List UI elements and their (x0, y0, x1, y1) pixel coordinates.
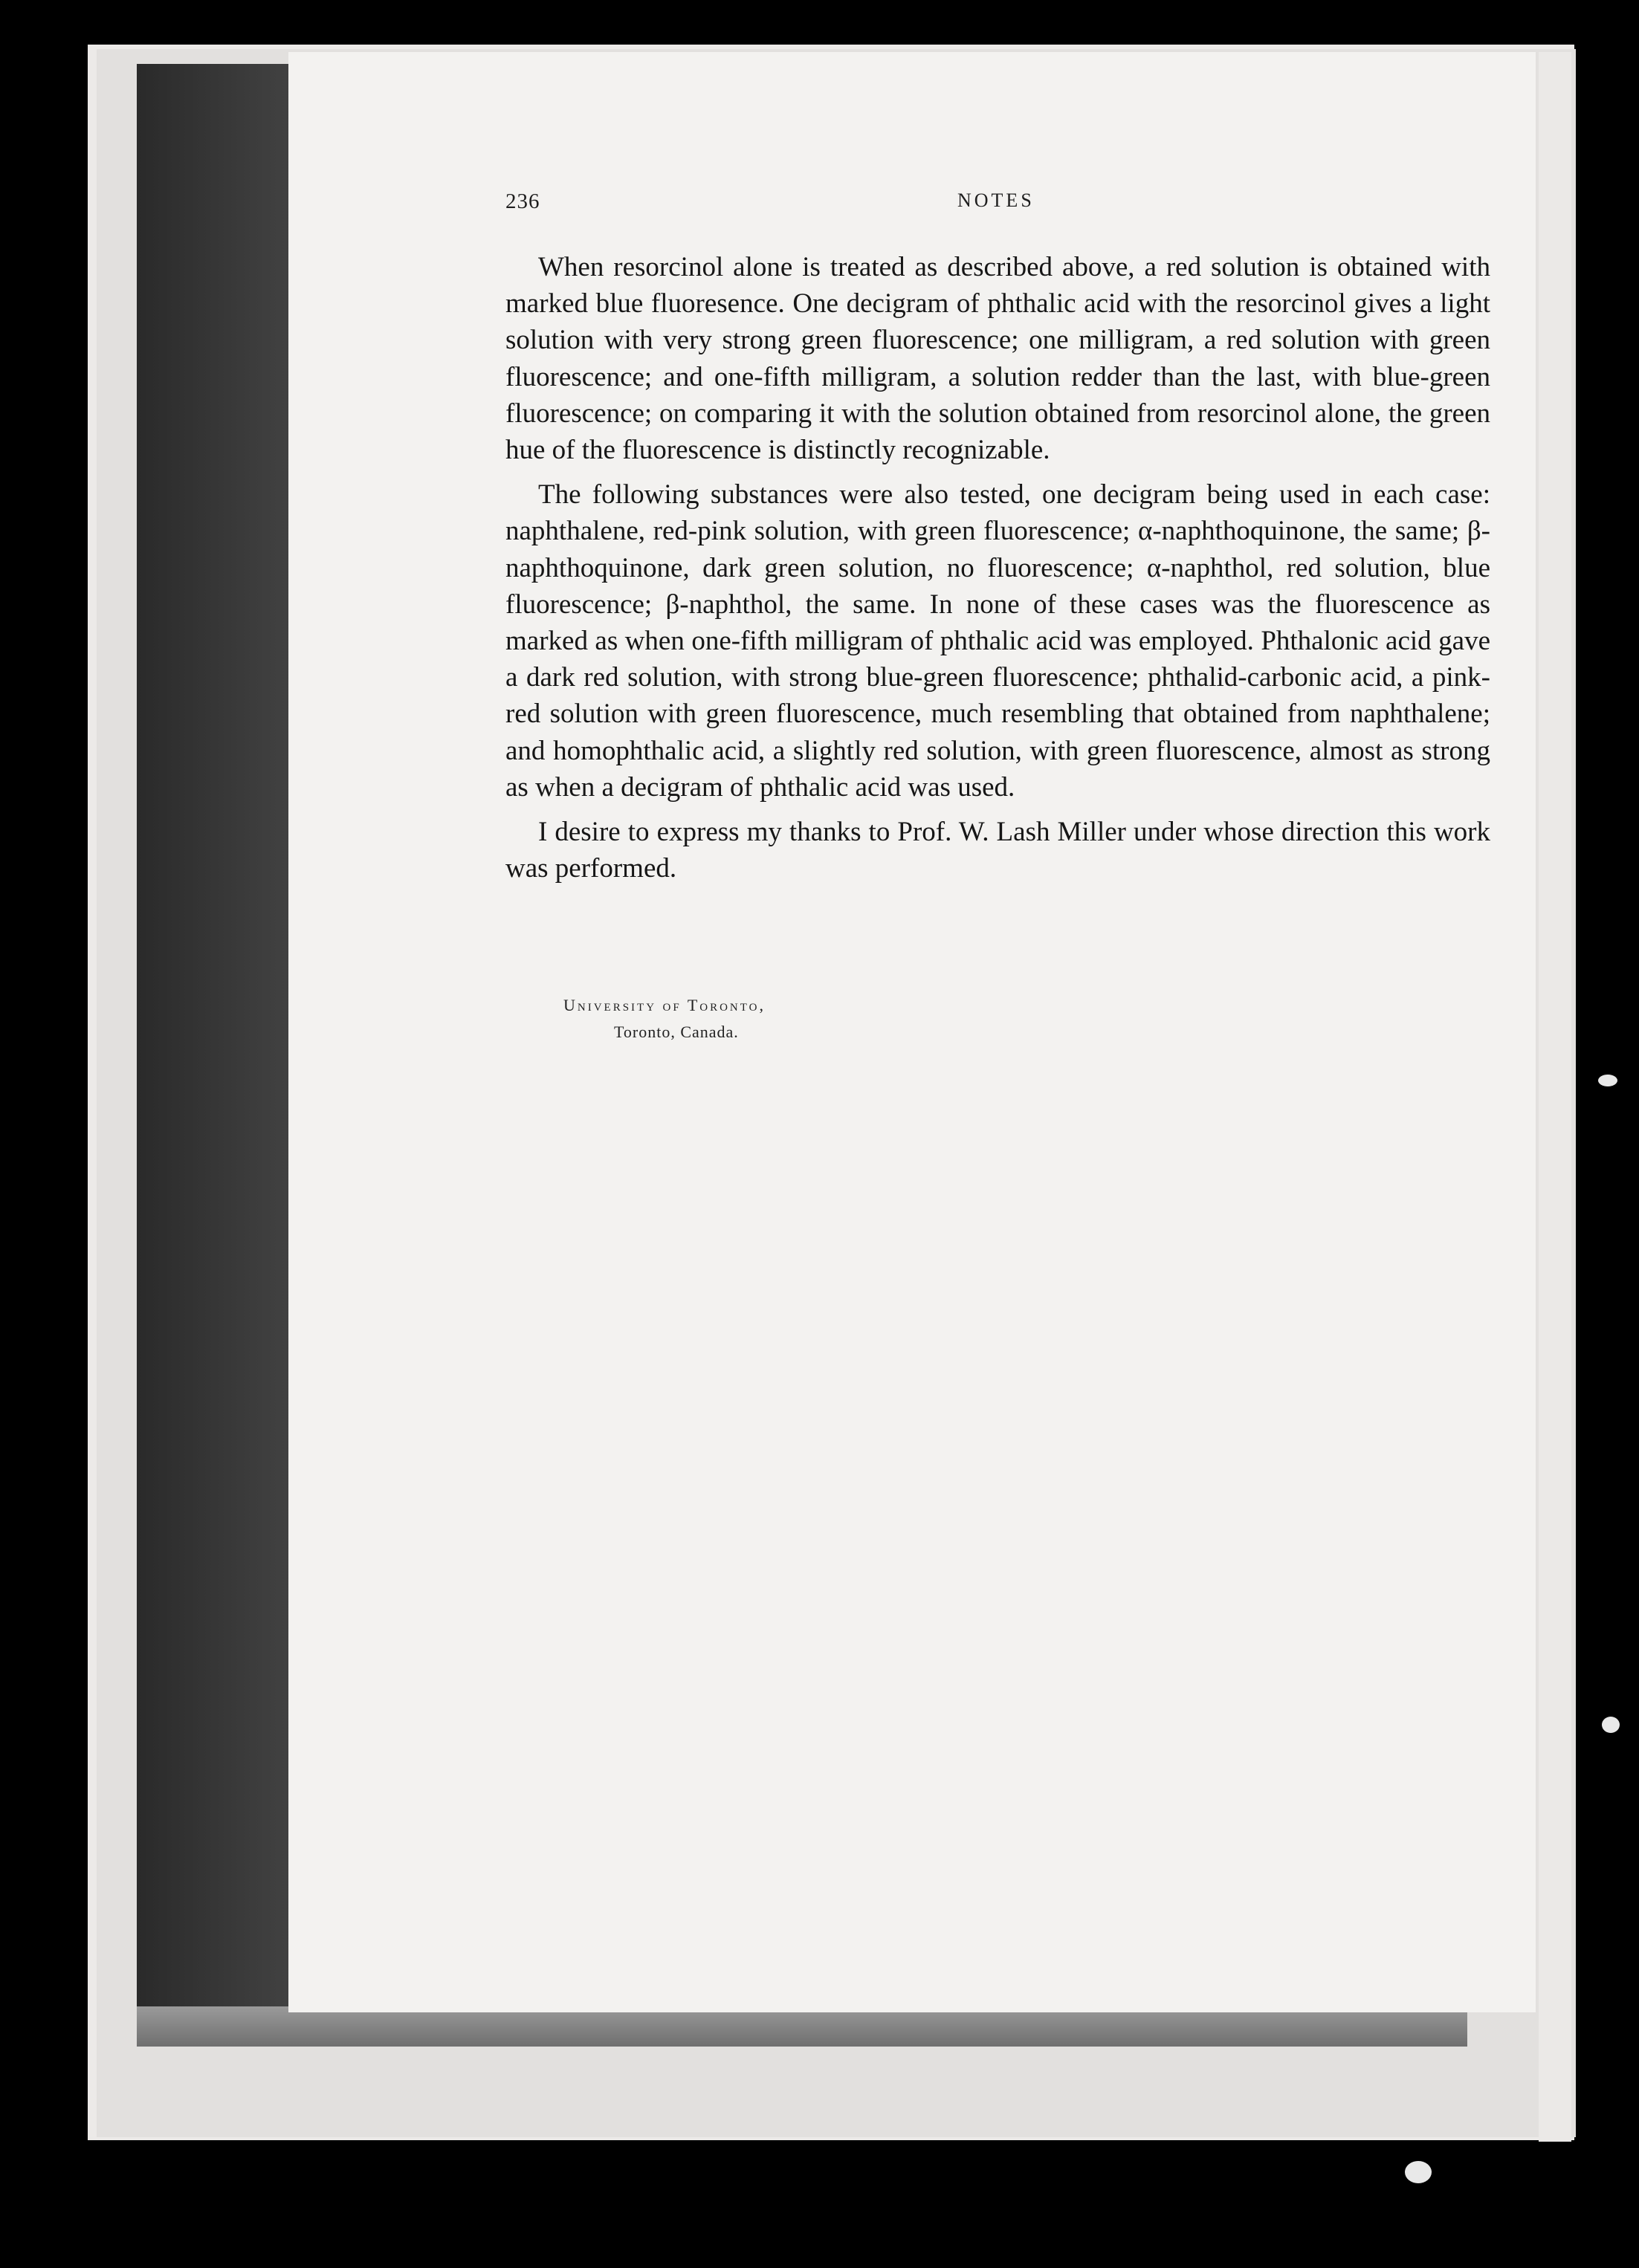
page-header (505, 189, 1494, 219)
signature-institution: University of Toronto, (563, 996, 766, 1014)
speck-mark (1405, 2161, 1432, 2183)
paragraph-3: I desire to express my thanks to Prof. W. Lash Miller under whose direction this work was performed. (505, 817, 1490, 884)
signature-location: Toronto, Canada. (614, 1023, 739, 1041)
paragraph-1: When resorcinol alone is treated as described above, a red solution is obtained with marked blue fluoresence. One decigram of phthalic acid with the resorcinol gives a light solution with very strong green fluorescence; one milligram, a red solution with green fluorescence; and one-fifth milligram, a solution redder than the last, with blue-green fluorescence; on comparing it with the solution obtained from resorcinol alone, the green hue of the fluorescence is distinctly recognizable. (505, 252, 1490, 466)
speck-mark (1602, 1717, 1620, 1733)
right-sheet-edge (1539, 52, 1571, 2142)
signature-block (563, 992, 766, 1046)
paragraph-2: The following substances were also tested, one decigram being used in each case: naphthalene, red-pink solution, with green fluorescence; α-naphthoquinone, the same; β-naphthoquinone, dark green solution, no fluorescence; α-naphthol, red solution, blue fluorescence; β-naphthol, the same. In none of these cases was the fluorescence as marked as when one-fifth milligram of phthalic acid was employed. Phthalonic acid gave a dark red solution, with strong blue-green fluorescence; phthalid-carbonic acid, a pink-red solution with green fluorescence, much resembling that obtained from naphthalene; and homophthalic acid, a slightly red solution, with green fluorescence, almost as strong as when a decigram of phthalic acid was used. (505, 479, 1490, 803)
running-head: NOTES (957, 189, 1035, 211)
body-text (505, 249, 1490, 895)
page-number: 236 (505, 189, 540, 213)
page-shadow-bottom (137, 2006, 1467, 2047)
speck-mark (1598, 1075, 1617, 1086)
